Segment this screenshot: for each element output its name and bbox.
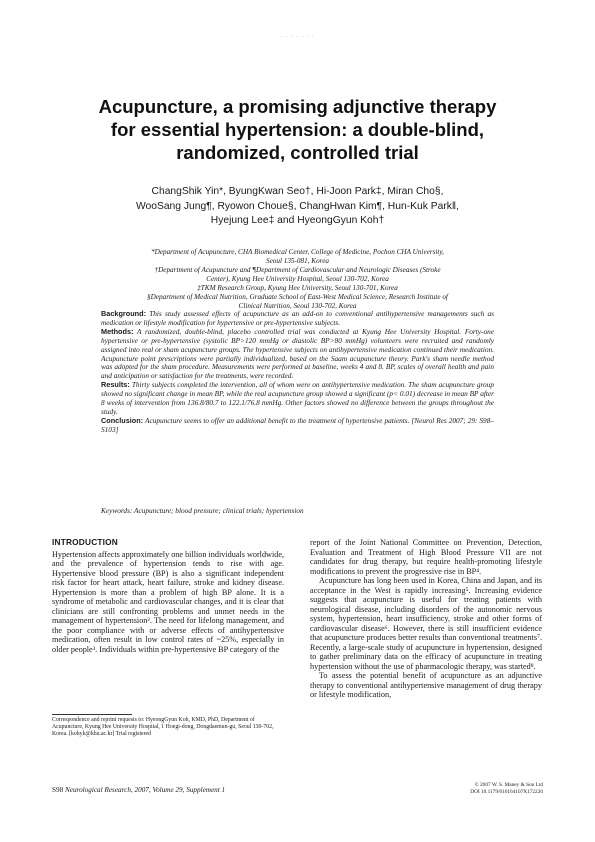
abstract-label: Results: — [101, 380, 130, 390]
page-number: S98 — [52, 786, 64, 794]
title-line: for essential hypertension: a double-blind, — [110, 119, 485, 140]
author-line: WooSang Jung¶, Ryowon Choue§, ChangHwan Kim¶, Hun-Kuk Park‖, — [135, 200, 460, 212]
abstract-results — [101, 381, 494, 417]
abstract-methods — [101, 328, 494, 381]
keywords: Keywords: Acupuncture; blood pressure; clinical trials; hypertension — [101, 506, 304, 515]
author-line: Hyejung Lee‡ and HyeongGyun Koh† — [210, 215, 385, 226]
abstract-label: Background: — [101, 309, 146, 318]
abstract-conclusion — [101, 417, 494, 435]
abstract-text: This study assessed effects of acupuncture as an add-on to conventional antihypertensive managements such as medication or lifestyle modification for hypertensive or pre-hypertensive subjects. — [101, 309, 494, 327]
doi-line: DOI 10.1179/016164107X172220 — [470, 788, 543, 795]
abstract-label: Conclusion: — [101, 415, 144, 425]
journal-name: Neurological Research, 2007, Volume 29, Supplement 1 — [64, 786, 226, 794]
abstract-text: Acupuncture seems to offer an additional benefit to the treatment of hypertensive patients. [Neurol Res 2007; 29: S98–S103] — [101, 415, 494, 434]
title-line: randomized, controlled trial — [176, 142, 419, 163]
correspondence-footnote: Correspondence and reprint requests to: HyeongGyun Koh, KMD, PhD, Department of Acupuncture, Kyung Hee University Hospital, 1 Hoegi-dong, Dongdaemun-gu, Seoul 130-702, Korea. [kohyk@khu.ac.kr] Trial registered — [52, 717, 274, 737]
top-mark: · · · · · · · — [281, 34, 314, 40]
article-title — [70, 95, 525, 164]
section-heading: INTRODUCTION — [52, 537, 119, 547]
author-line: ChangShik Yin*, ByungKwan Seo†, Hi-Joon Park‡, Miran Cho§, — [151, 186, 444, 197]
page-footer — [52, 786, 225, 794]
copyright-notice — [420, 782, 543, 795]
body-paragraph: Acupuncture has long been used in Korea, China and Japan, and its acceptance in the West is rapidly increasing⁵. Increasing evidence suggests that acupuncture is useful for treating patients with neurological disease, including disorders of the autonomic nervous system, hypertension, heart insufficiency, stroke and other forms of cardiovascular disease⁶. However, there is still insufficient evidence that acupuncture produces better results than conventional treatments⁷. Recently, a large-scale study of acupuncture in hypertension, designed to gather preliminary data on the efficacy of acupuncture in treating hypertension without the use of pharmacologic therapy, was started⁸. — [310, 576, 542, 671]
copyright-line: © 2007 W. S. Maney & Son Ltd — [474, 782, 543, 788]
body-paragraph: To assess the potential benefit of acupuncture as an adjunctive therapy to conventional antihypertensive management of drug therapy or lifestyle modification, — [310, 671, 542, 699]
abstract-label: Methods: — [101, 326, 134, 336]
affiliation-line: Clinical Nutrition, Seoul 130-702, Korea — [238, 302, 357, 310]
abstract — [101, 310, 494, 435]
abstract-background — [101, 310, 494, 328]
abstract-text: Thirty subjects completed the intervention, all of whom were on antihypertensive medication. The sham acupuncture group showed no significant change in mean BP, while the real acupuncture group showed a significant (p< 0.01) decrease in mean BP after 8 weeks of intervention from 136.8/80.7 to 122.1/76.8 mmHg. Other factors showed no difference between the groups throughout the study. — [101, 380, 494, 416]
body-paragraph: Hypertension affects approximately one billion individuals worldwide, and the prevalence of hypertension tends to rise with age. Hypertensive blood pressure (BP) is also a significant independent risk factor for heart attack, heart failure, stroke and kidney disease. Hypertension is more than a problem of high BP alone. It is a syndrome of metabolic and cardiovascular changes, and it is clear that clinicians are still confronting problems and unmet needs in the management of hypertension². The need for lifelong management, and the poor compliance with or adverse effects of antihypertensive medication, often result in low control rates of ~25%, especially in older people³. Individuals within pre-hypertensive BP category of the — [52, 549, 285, 654]
author-list — [100, 185, 495, 229]
affiliation-line: Seoul 135-081, Korea — [265, 257, 330, 265]
affiliation-line: ‡TKM Research Group, Kyung Hee University, Seoul 130-701, Korea — [197, 284, 398, 292]
abstract-text: A randomized, double-blind, placebo controlled trial was conducted at Kyung Hee University Hospital. Forty-one hypertensive or pre-hypertensive (systolic BP>120 mmHg or diastolic BP>80 mmHg) volunteers were recruited and randomly assigned into real or sham acupuncture groups. The hypertensive subjects on antihypertensive medication continued their medication. Acupuncture point prescriptions were partially individualized, based on the Saam acupuncture theory. Park's sham needle method was adopted for the sham procedure. Measurements were performed at baseline, weeks 4 and 8. BP, scales of overall health and pain and anticipation or satisfaction for the treatments, were recorded. — [101, 326, 494, 381]
affiliation-line: †Department of Acupuncture and ¶Department of Cardiovascular and Neurologic Diseases (Stroke — [154, 266, 441, 274]
footnote-divider — [52, 714, 132, 715]
title-line: Acupuncture, a promising adjunctive therapy — [98, 96, 497, 117]
affiliation-line: §Department of Medical Nutrition, Graduate School of East-West Medical Science, Research Institute of — [147, 293, 448, 301]
affiliation-line: Center), Kyung Hee University Hospital, Seoul 130-702, Korea — [206, 275, 389, 283]
affiliation-line: *Department of Acupuncture, CHA Biomedical Center, College of Medicine, Pochon CHA University, — [151, 248, 444, 256]
body-column-right — [310, 538, 542, 700]
body-paragraph: report of the Joint National Committee on Prevention, Detection, Evaluation and Treatment of High Blood Pressure VII are not candidates for drug therapy, but require health-promoting lifestyle modifications to prevent the progressive rise in BP⁴. — [310, 538, 542, 576]
affiliations — [85, 248, 510, 311]
body-column-left — [52, 538, 284, 654]
